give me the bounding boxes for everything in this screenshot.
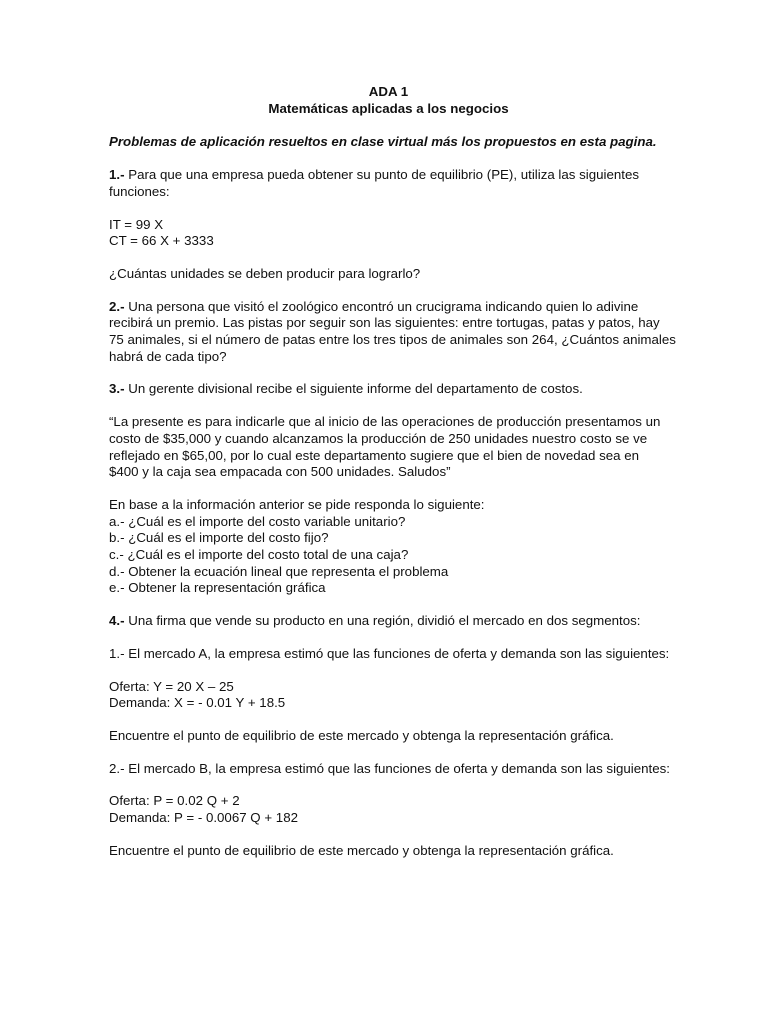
market-b-demand: Demanda: P = - 0.0067 Q + 182 (109, 810, 298, 826)
document-header (109, 84, 668, 117)
problem-2 (109, 298, 676, 366)
question-item-a: a.- ¿Cuál es el importe del costo variable unitario? (109, 513, 406, 529)
market-b-intro: 2.- El mercado B, la empresa estimó que las funciones de oferta y demanda son las siguientes: (109, 760, 670, 776)
market-a-supply: Oferta: Y = 20 X – 25 (109, 678, 234, 694)
problem-2-number: 2.- (109, 298, 125, 314)
quote-line1: “La presente es para indicarle que al inicio de las operaciones de producción presentamos un (109, 414, 661, 430)
market-a-intro: 1.- El mercado A, la empresa estimó que las funciones de oferta y demanda son las siguientes: (109, 645, 670, 661)
problem-1-question: ¿Cuántas unidades se deben producir para lograrlo? (109, 265, 421, 281)
problem-2-line3: 75 animales, si el número de patas entre los tres tipos de animales son 264, ¿Cuántos animales (109, 332, 676, 348)
quote-line2: costo de $35,000 y cuando alcanzamos la producción de 250 unidades nuestro costo se ve (109, 430, 648, 446)
intro-statement: Problemas de aplicación resueltos en clase virtual más los propuestos en esta pagina. (109, 134, 657, 150)
problem-3-intro: Un gerente divisional recibe el siguiente informe del departamento de costos. (124, 381, 583, 397)
market-b-supply: Oferta: P = 0.02 Q + 2 (109, 793, 240, 809)
problem-3-questions (109, 497, 668, 597)
question-item-d: d.- Obtener la ecuación lineal que representa el problema (109, 563, 449, 579)
cost-function: CT = 66 X + 3333 (109, 233, 214, 249)
problem-2-line2: recibirá un premio. Las pistas por seguir son las siguientes: entre tortugas, patas y patos, hay (109, 315, 660, 331)
problem-1-text-line1: Para que una empresa pueda obtener su punto de equilibrio (PE), utiliza las siguientes (124, 167, 640, 183)
quote-line4: $400 y la caja sea empacada con 500 unidades. Saludos” (109, 464, 451, 480)
market-a-demand: Demanda: X = - 0.01 Y + 18.5 (109, 695, 286, 711)
problem-4-intro: Una firma que vende su producto en una región, dividió el mercado en dos segmentos: (124, 613, 641, 629)
problem-4-number: 4.- (109, 613, 125, 629)
question-item-c: c.- ¿Cuál es el importe del costo total de una caja? (109, 547, 409, 563)
market-a-functions (109, 679, 668, 712)
problem-1-functions (109, 217, 668, 250)
market-b-functions (109, 793, 668, 826)
subject-title: Matemáticas aplicadas a los negocios (268, 100, 509, 116)
assignment-title: ADA 1 (368, 84, 409, 99)
problem-1-number: 1.- (109, 167, 125, 183)
problem-2-line1: Una persona que visitó el zoológico encontró un crucigrama indicando quien lo adivine (124, 298, 639, 314)
income-function: IT = 99 X (109, 216, 164, 232)
problem-3-number: 3.- (109, 381, 125, 397)
question-item-b: b.- ¿Cuál es el importe del costo fijo? (109, 530, 329, 546)
market-b-task: Encuentre el punto de equilibrio de este mercado y obtenga la representación gráfica. (109, 842, 614, 858)
problem-3 (109, 381, 668, 398)
problem-2-line4: habrá de cada tipo? (109, 348, 227, 364)
question-item-e: e.- Obtener la representación gráfica (109, 580, 326, 596)
market-a-task: Encuentre el punto de equilibrio de este mercado y obtenga la representación gráfica. (109, 727, 614, 743)
quote-line3: reflejado en $65,00, por lo cual este departamento sugiere que el bien de novedad sea en (109, 447, 640, 463)
problem-1-text-line2: funciones: (109, 183, 170, 199)
problem-4 (109, 613, 668, 630)
problem-1 (109, 167, 668, 200)
problem-3-ask: En base a la información anterior se pide responda lo siguiente: (109, 496, 485, 512)
cost-report-quote (109, 414, 668, 481)
